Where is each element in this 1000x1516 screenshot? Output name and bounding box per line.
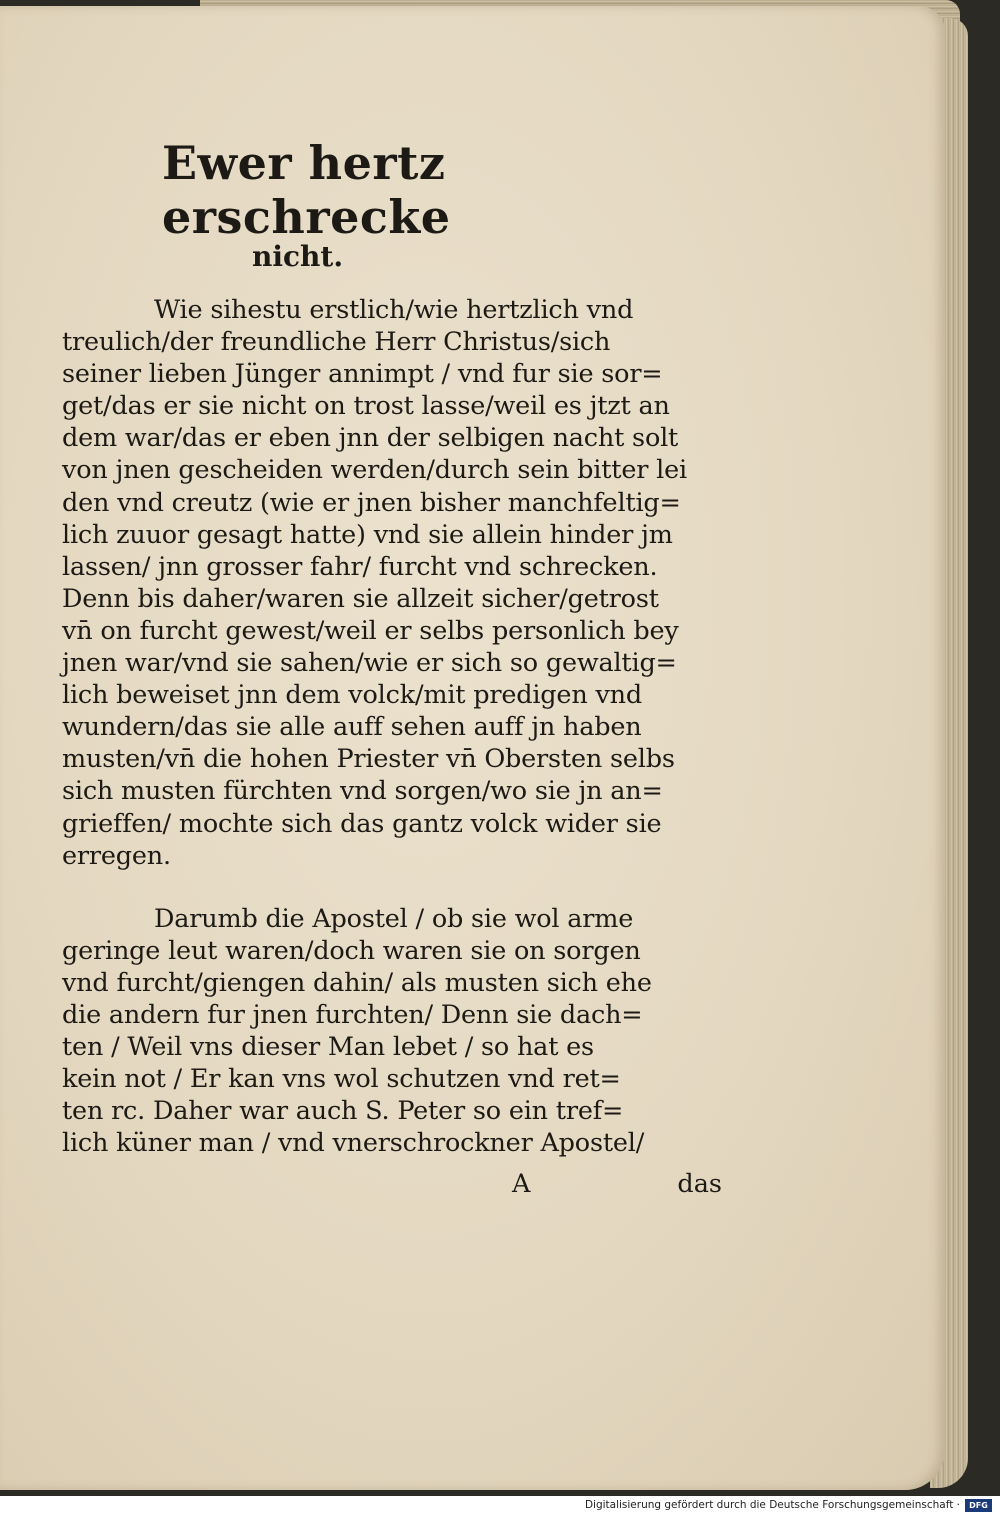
book-page (0, 6, 945, 1490)
text-line: vn̄ on furcht gewest/weil er selbs personlich bey (62, 615, 679, 646)
text-line: kein not / Er kan vns wol schutzen vnd ret= (62, 1064, 621, 1095)
text-line: lich beweiset jnn dem volck/mit predigen vnd (62, 680, 643, 711)
text-line: Darumb die Apostel / ob sie wol arme (154, 903, 634, 934)
text-line: geringe leut waren/doch waren sie on sorgen (62, 935, 641, 966)
page-title-continuation: nicht. (252, 240, 344, 273)
text-line: von jnen gescheiden werden/durch sein bitter lei (62, 455, 687, 486)
text-line: lich zuuor gesagt hatte) vnd sie allein hinder jm (62, 519, 673, 550)
text-line: musten/vn̄ die hohen Priester vn̄ Obersten selbs (62, 744, 675, 775)
text-line: grieffen/ mochte sich das gantz volck wider sie (62, 808, 662, 839)
page-title: Ewer hertz erschrecke (162, 136, 451, 244)
footer-bar (0, 1496, 1000, 1516)
text-line: wundern/das sie alle auff sehen auff jn haben (62, 712, 642, 743)
paragraph-gap (62, 872, 742, 903)
text-line: lassen/ jnn grosser fahr/ furcht vnd schrecken. (62, 551, 658, 582)
footer-credit-text: Digitalisierung gefördert durch die Deutsche Forschungsgemeinschaft · (584, 1499, 960, 1511)
text-line: erregen. (62, 840, 171, 871)
text-line: den vnd creutz (wie er jnen bisher manchfeltig= (62, 487, 681, 518)
text-line: die andern fur jnen furchten/ Denn sie dach= (62, 999, 643, 1030)
signature-mark: A (512, 1169, 531, 1199)
paragraph-2 (62, 903, 742, 1160)
text-line: Wie sihestu erstlich/wie hertzlich vnd (154, 295, 634, 325)
page-text-block (62, 136, 742, 1159)
text-line: Denn bis daher/waren sie allzeit sicher/getrost (62, 583, 659, 614)
text-line: treulich/der freundliche Herr Christus/sich (62, 327, 611, 358)
text-line: ten / Weil vns dieser Man lebet / so hat es (62, 1032, 594, 1063)
dfg-logo-icon: DFG (965, 1499, 992, 1512)
catchword: das (677, 1169, 722, 1199)
text-line: jnen war/vnd sie sahen/wie er sich so gewaltig= (62, 648, 677, 679)
text-line: lich küner man / vnd vnerschrockner Apostel/ (62, 1128, 645, 1159)
text-line: dem war/das er eben jnn der selbigen nacht solt (62, 423, 679, 454)
paragraph-1 (62, 294, 742, 872)
text-line: ten rc. Daher war auch S. Peter so ein tref= (62, 1096, 624, 1127)
text-line: seiner lieben Jünger annimpt / vnd fur sie sor= (62, 359, 663, 390)
text-line: get/das er sie nicht on trost lasse/weil es jtzt an (62, 391, 670, 422)
text-line: sich musten fürchten vnd sorgen/wo sie jn an= (62, 776, 663, 807)
text-line: vnd furcht/giengen dahin/ als musten sich ehe (62, 967, 652, 998)
